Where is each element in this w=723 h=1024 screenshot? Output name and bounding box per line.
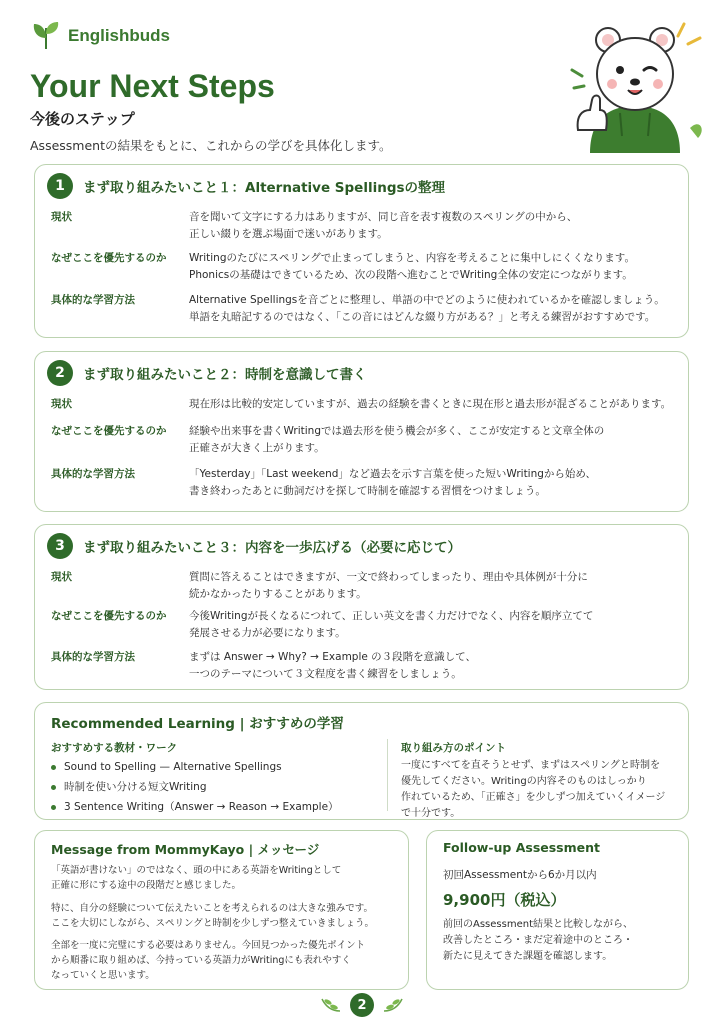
message-title: Message from MommyKayo | メッセージ [51,842,320,857]
leaf-left-icon [320,997,342,1013]
followup-timing: 初回Assessmentから6か月以内 [443,869,597,881]
recommended-learning-section [34,702,689,820]
row-text: 現在形は比較的安定していますが、過去の経験を書くときに現在形と過去形が混ざることがあります。 [189,398,672,410]
row-text: 質問に答えることはできますが、一文で終わってしまったり、理由や具体例が十分に 続かなかったりすることがあります。 [189,571,588,600]
brand-name: Englishbuds [68,26,170,45]
step-row-current [51,396,681,413]
list-item [51,777,339,797]
page-title: Your Next Steps [30,68,275,104]
row-text: 「Yesterday」「Last weekend」など過去を示す言葉を使った短いWritingから始め、 書き終わったあとに動詞だけを探して時制を確認する習慣をつけましょう。 [189,468,597,497]
followup-title: Follow-up Assessment [443,840,601,855]
step-row-method [51,649,681,683]
materials-title: おすすめする教材・ワーク [51,742,178,754]
row-label: 具体的な学習方法 [51,651,135,663]
materials-list [51,757,339,817]
list-item-text: 3 Sentence Writing（Answer → Reason → Example） [64,801,339,813]
followup-price: 9,900円（税込） [443,891,566,909]
bear-thumbs-up-icon [560,18,710,153]
row-label: 現状 [51,571,72,583]
row-label: なぜここを優先するのか [51,610,167,622]
row-label: 現状 [51,398,72,410]
leaf-logo-icon [30,20,62,52]
followup-text: 前回のAssessment結果と比較しながら、 改善したところ・まだ定着途中のところ・ 新たに見えてきた課題を確認します。 [443,919,633,962]
row-label: なぜここを優先するのか [51,252,167,264]
bullet-icon [51,805,56,810]
brand-logo [30,20,170,52]
page-subtitle: 今後のステップ [30,110,135,128]
message-paragraph: 特に、自分の経験について伝えたいことを考えられるのは大きな強みです。 ここを大切にしながら、スペリングと時制を少しずつ整えていきましょう。 [51,903,375,929]
step-number: 3 [47,533,73,559]
step-title: まず取り組みたいこと１：Alternative Spellingsの整理 [83,180,446,196]
step-row-priority [51,250,681,284]
page-number: 2 [350,993,374,1017]
step-row-method [51,292,681,326]
list-item [51,757,339,777]
recommended-title: Recommended Learning | おすすめの学習 [51,716,344,732]
row-text: Alternative Spellingsを音ごとに整理し、単語の中でどのように使われているかを確認しましょう。 単語を丸暗記するのではなく、「この音にはどんな綴り方がある？」と考える練習がおすすめです。 [189,294,665,323]
step-number: 2 [47,360,73,386]
message-section [34,830,409,990]
step-number: 1 [47,173,73,199]
row-text: まずは Answer → Why? → Example の３段階を意識して、 一つのテーマについて３文程度を書く練習をしましょう。 [189,651,476,680]
step-title: まず取り組みたいこと２：時制を意識して書く [83,367,367,383]
list-item-text: Sound to Spelling — Alternative Spellings [64,761,282,773]
leaf-right-icon [382,997,404,1013]
row-text: Writingのたびにスペリングで止まってしまうと、内容を考えることに集中しにくくなります。 Phonicsの基礎はできているため、次の段階へ進むことでWriting全体の安定につながります。 [189,252,635,281]
step-row-priority [51,423,681,457]
row-label: 具体的な学習方法 [51,468,135,480]
step-row-current [51,209,681,243]
row-text: 今後Writingが長くなるにつれて、正しい英文を書く力だけでなく、内容を順序立てて 発展させる力が必要になります。 [189,610,594,639]
bullet-icon [51,785,56,790]
message-paragraph: 全部を一度に完璧にする必要はありません。今回見つかった優先ポイント から順番に取り組めば、今持っている英語力がWritingにも表れやすく なっていくと思います。 [51,940,366,981]
points-title: 取り組み方のポイント [401,742,506,754]
step-row-method [51,466,681,500]
row-text: 音を聞いて文字にする力はありますが、同じ音を表す複数のスペリングの中から、 正しい綴りを選ぶ場面で迷いがあります。 [189,211,578,240]
page-intro: Assessmentの結果をもとに、これからの学びを具体化します。 [30,138,392,153]
divider [387,739,388,811]
bullet-icon [51,765,56,770]
step-card-1 [34,164,689,338]
followup-section [426,830,689,990]
step-card-3 [34,524,689,690]
step-row-priority [51,608,681,642]
points-text: 一度にすべてを直そうとせず、まずはスペリングと時制を 優先してください。Writingの内容そのものはしっかり 作れているため、「正確さ」を少しずつ加えていくイメージ で十分です。 [401,760,666,819]
list-item [51,797,339,817]
step-card-2 [34,351,689,512]
row-label: なぜここを優先するのか [51,425,167,437]
page-footer [318,992,406,1018]
row-label: 現状 [51,211,72,223]
row-text: 経験や出来事を書くWritingでは過去形を使う機会が多く、ここが安定すると文章全体の 正確さが大きく上がります。 [189,425,605,454]
row-label: 具体的な学習方法 [51,294,135,306]
message-paragraph: 「英語が書けない」のではなく、頭の中にある英語をWritingとして 正確に形にする途中の段階だと感じました。 [51,865,342,891]
step-row-current [51,569,681,603]
step-title: まず取り組みたいこと３：内容を一歩広げる（必要に応じて） [83,540,461,556]
list-item-text: 時制を使い分ける短文Writing [64,781,207,793]
